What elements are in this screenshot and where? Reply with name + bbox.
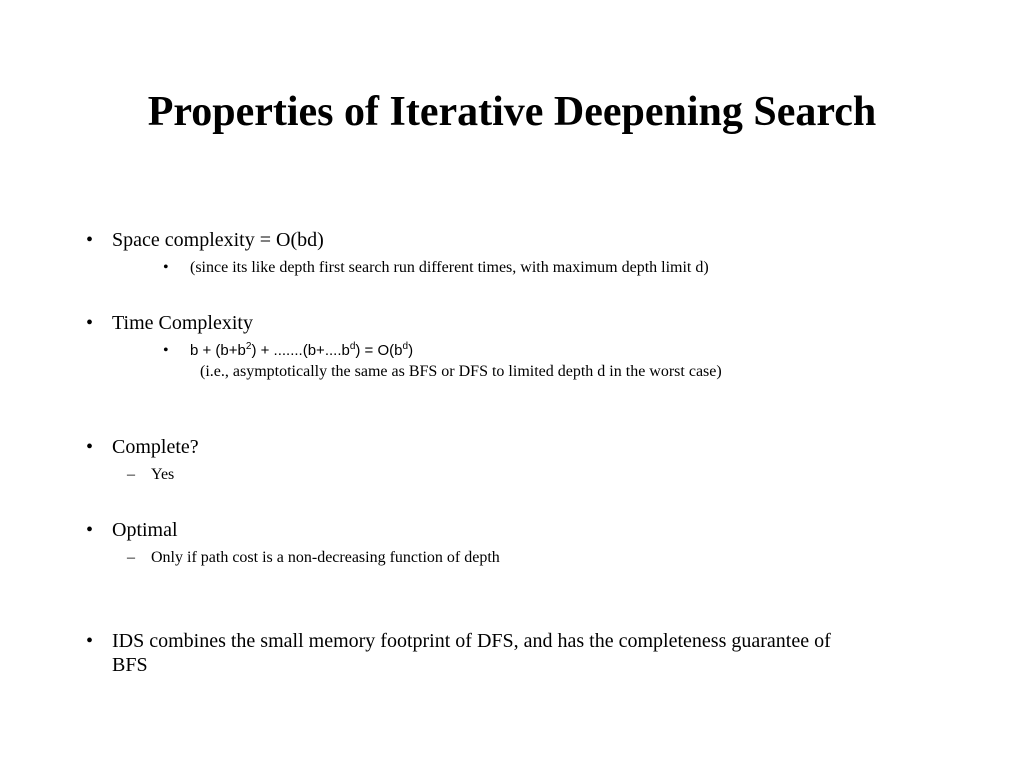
bullet-icon: • [163, 259, 169, 276]
bullet-icon: • [86, 312, 94, 334]
optimal-text: Optimal [112, 519, 178, 541]
bullet-icon: • [86, 229, 94, 251]
formula-part: ) [408, 342, 414, 359]
time-complexity-text: Time Complexity [112, 312, 253, 334]
optimal-answer: Only if path cost is a non-decreasing function of depth [151, 549, 500, 566]
time-complexity-note: (i.e., asymptotically the same as BFS or DFS to limited depth d in the worst case) [200, 363, 722, 380]
dash-icon: – [127, 466, 135, 483]
complete-answer: Yes [151, 466, 175, 483]
formula-exponent: d [349, 341, 356, 352]
space-complexity-note: (since its like depth first search run different times, with maximum depth limit d) [190, 259, 709, 276]
bullet-icon: • [86, 436, 94, 458]
formula-part: ) + .......(b+....b [251, 342, 350, 359]
dash-icon: – [127, 549, 135, 566]
time-complexity-formula [190, 341, 413, 361]
bullet-icon: • [163, 342, 169, 359]
slide-title: Properties of Iterative Deepening Search [147, 89, 877, 135]
formula-part: b + (b+b [190, 342, 246, 359]
complete-question: Complete? [112, 436, 199, 458]
formula-exponent: d [402, 341, 409, 352]
ids-summary-line2: BFS [112, 654, 148, 676]
ids-summary-line1: IDS combines the small memory footprint of DFS, and has the completeness guarantee of [112, 630, 831, 652]
formula-exponent: 2 [245, 341, 252, 352]
formula-part: ) = O(b [355, 342, 403, 359]
space-complexity-text: Space complexity = O(bd) [112, 229, 324, 251]
bullet-icon: • [86, 519, 94, 541]
bullet-icon: • [86, 630, 94, 652]
